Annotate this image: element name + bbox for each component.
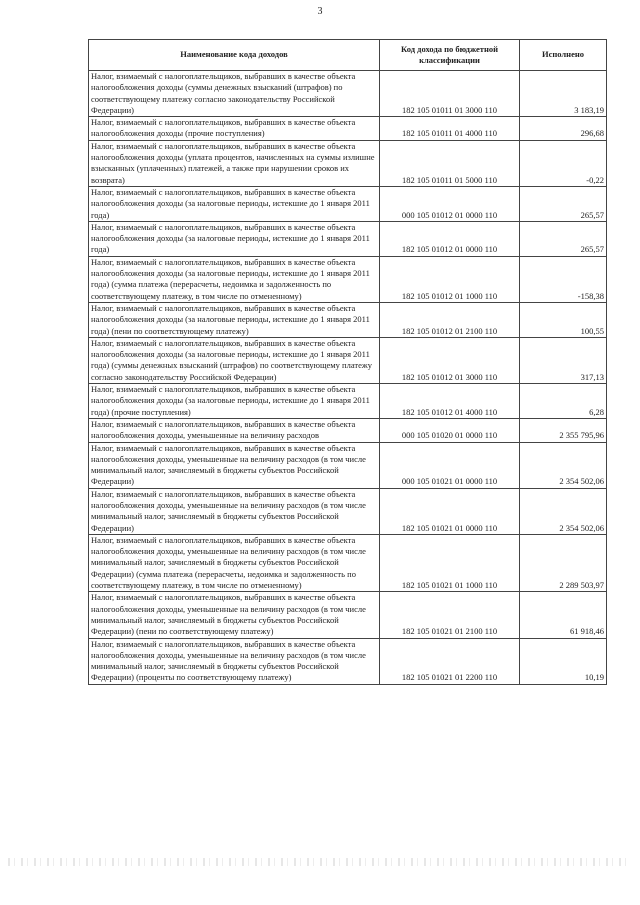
table-row xyxy=(89,384,607,419)
row-value-cell: 317,13 xyxy=(520,337,607,383)
row-code-cell: 182 105 01011 01 3000 110 xyxy=(380,71,520,117)
table-row xyxy=(89,256,607,302)
table-row xyxy=(89,221,607,256)
row-value-cell: 2 354 502,06 xyxy=(520,488,607,534)
row-code-cell: 182 105 01012 01 4000 110 xyxy=(380,384,520,419)
row-name-cell: Налог, взимаемый с налогоплательщиков, выбравших в качестве объекта налогообложения доходы (за налоговые периоды, истекшие до 1 января 2011 года) xyxy=(89,221,380,256)
table-row xyxy=(89,488,607,534)
row-value-cell: 2 354 502,06 xyxy=(520,442,607,488)
row-value-cell: 3 183,19 xyxy=(520,71,607,117)
table-header-row xyxy=(89,40,607,71)
row-code-cell: 182 105 01012 01 0000 110 xyxy=(380,221,520,256)
row-value-cell: 61 918,46 xyxy=(520,592,607,638)
row-value-cell: 2 355 795,96 xyxy=(520,418,607,442)
row-value-cell: 265,57 xyxy=(520,221,607,256)
row-code-cell: 182 105 01021 01 2100 110 xyxy=(380,592,520,638)
row-name-cell: Налог, взимаемый с налогоплательщиков, выбравших в качестве объекта налогообложения доходы (прочие поступления) xyxy=(89,117,380,141)
row-value-cell: 100,55 xyxy=(520,302,607,337)
scan-noise-strip xyxy=(8,858,628,866)
row-value-cell: 265,57 xyxy=(520,186,607,221)
row-name-cell: Налог, взимаемый с налогоплательщиков, выбравших в качестве объекта налогообложения доходы, уменьшенные на величину расходов (в том числе минимальный налог, зачисляемый в бюджеты субъектов Российской Федерации) (сумма платежа (перерасчеты, недоимка и задолженность по соответствующему платежу, в том числе по отмененному) xyxy=(89,534,380,591)
table-row xyxy=(89,638,607,684)
row-code-cell: 182 105 01011 01 5000 110 xyxy=(380,140,520,186)
row-name-cell: Налог, взимаемый с налогоплательщиков, выбравших в качестве объекта налогообложения доходы (за налоговые периоды, истекшие до 1 января 2011 года) (пени по соответствующему платежу) xyxy=(89,302,380,337)
row-name-cell: Налог, взимаемый с налогоплательщиков, выбравших в качестве объекта налогообложения доходы (за налоговые периоды, истекшие до 1 января 2011 года) (прочие поступления) xyxy=(89,384,380,419)
row-name-cell: Налог, взимаемый с налогоплательщиков, выбравших в качестве объекта налогообложения доходы (за налоговые периоды, истекшие до 1 января 2011 года) xyxy=(89,186,380,221)
row-code-cell: 182 105 01021 01 1000 110 xyxy=(380,534,520,591)
row-code-cell: 182 105 01021 01 2200 110 xyxy=(380,638,520,684)
table-row xyxy=(89,592,607,638)
row-name-cell: Налог, взимаемый с налогоплательщиков, выбравших в качестве объекта налогообложения доходы (уплата процентов, начисленных на суммы излишне взысканных (уплаченных) платежей, а также при нарушении сроков их возврата) xyxy=(89,140,380,186)
table-row xyxy=(89,337,607,383)
row-code-cell: 000 105 01021 01 0000 110 xyxy=(380,442,520,488)
row-name-cell: Налог, взимаемый с налогоплательщиков, выбравших в качестве объекта налогообложения доходы (суммы денежных взысканий (штрафов) по соответствующему платежу согласно законодательству Российской Федерации) xyxy=(89,71,380,117)
row-code-cell: 000 105 01020 01 0000 110 xyxy=(380,418,520,442)
header-name: Наименование кода доходов xyxy=(89,40,380,71)
row-name-cell: Налог, взимаемый с налогоплательщиков, выбравших в качестве объекта налогообложения доходы, уменьшенные на величину расходов (в том числе минимальный налог, зачисляемый в бюджеты субъектов Российской Федерации) xyxy=(89,488,380,534)
table-row xyxy=(89,442,607,488)
table-row xyxy=(89,418,607,442)
row-value-cell: -158,38 xyxy=(520,256,607,302)
row-name-cell: Налог, взимаемый с налогоплательщиков, выбравших в качестве объекта налогообложения доходы, уменьшенные на величину расходов (в том числе минимальный налог, зачисляемый в бюджеты субъектов Российской Федерации) (пени по соответствующему платежу) xyxy=(89,592,380,638)
row-code-cell: 182 105 01011 01 4000 110 xyxy=(380,117,520,141)
header-code: Код дохода по бюджетной классификации xyxy=(380,40,520,71)
row-name-cell: Налог, взимаемый с налогоплательщиков, выбравших в качестве объекта налогообложения доходы (за налоговые периоды, истекшие до 1 января 2011 года) (сумма платежа (перерасчеты, недоимка и задолженность по соответствующему платежу, в том числе по отмененному) xyxy=(89,256,380,302)
table-row xyxy=(89,71,607,117)
table-row xyxy=(89,117,607,141)
row-value-cell: 2 289 503,97 xyxy=(520,534,607,591)
row-value-cell: -0,22 xyxy=(520,140,607,186)
row-code-cell: 182 105 01012 01 1000 110 xyxy=(380,256,520,302)
row-code-cell: 182 105 01012 01 2100 110 xyxy=(380,302,520,337)
page-number: 3 xyxy=(317,6,323,17)
row-value-cell: 296,68 xyxy=(520,117,607,141)
row-code-cell: 000 105 01012 01 0000 110 xyxy=(380,186,520,221)
row-code-cell: 182 105 01021 01 0000 110 xyxy=(380,488,520,534)
row-value-cell: 6,28 xyxy=(520,384,607,419)
row-value-cell: 10,19 xyxy=(520,638,607,684)
row-name-cell: Налог, взимаемый с налогоплательщиков, выбравших в качестве объекта налогообложения доходы, уменьшенные на величину расходов (в том числе минимальный налог, зачисляемый в бюджеты субъектов Российской Федерации) (проценты по соответствующему платежу) xyxy=(89,638,380,684)
table-row xyxy=(89,302,607,337)
table-row xyxy=(89,140,607,186)
table-row xyxy=(89,186,607,221)
row-name-cell: Налог, взимаемый с налогоплательщиков, выбравших в качестве объекта налогообложения доходы, уменьшенные на величину расходов xyxy=(89,418,380,442)
row-name-cell: Налог, взимаемый с налогоплательщиков, выбравших в качестве объекта налогообложения доходы, уменьшенные на величину расходов (в том числе минимальный налог, зачисляемый в бюджеты субъектов Российской Федерации) xyxy=(89,442,380,488)
row-name-cell: Налог, взимаемый с налогоплательщиков, выбравших в качестве объекта налогообложения доходы (за налоговые периоды, истекшие до 1 января 2011 года) (суммы денежных взысканий (штрафов) по соответствующему платежу согласно законодательству Российской Федерации) xyxy=(89,337,380,383)
header-value: Исполнено xyxy=(520,40,607,71)
row-code-cell: 182 105 01012 01 3000 110 xyxy=(380,337,520,383)
table-row xyxy=(89,534,607,591)
revenue-table xyxy=(88,39,607,685)
